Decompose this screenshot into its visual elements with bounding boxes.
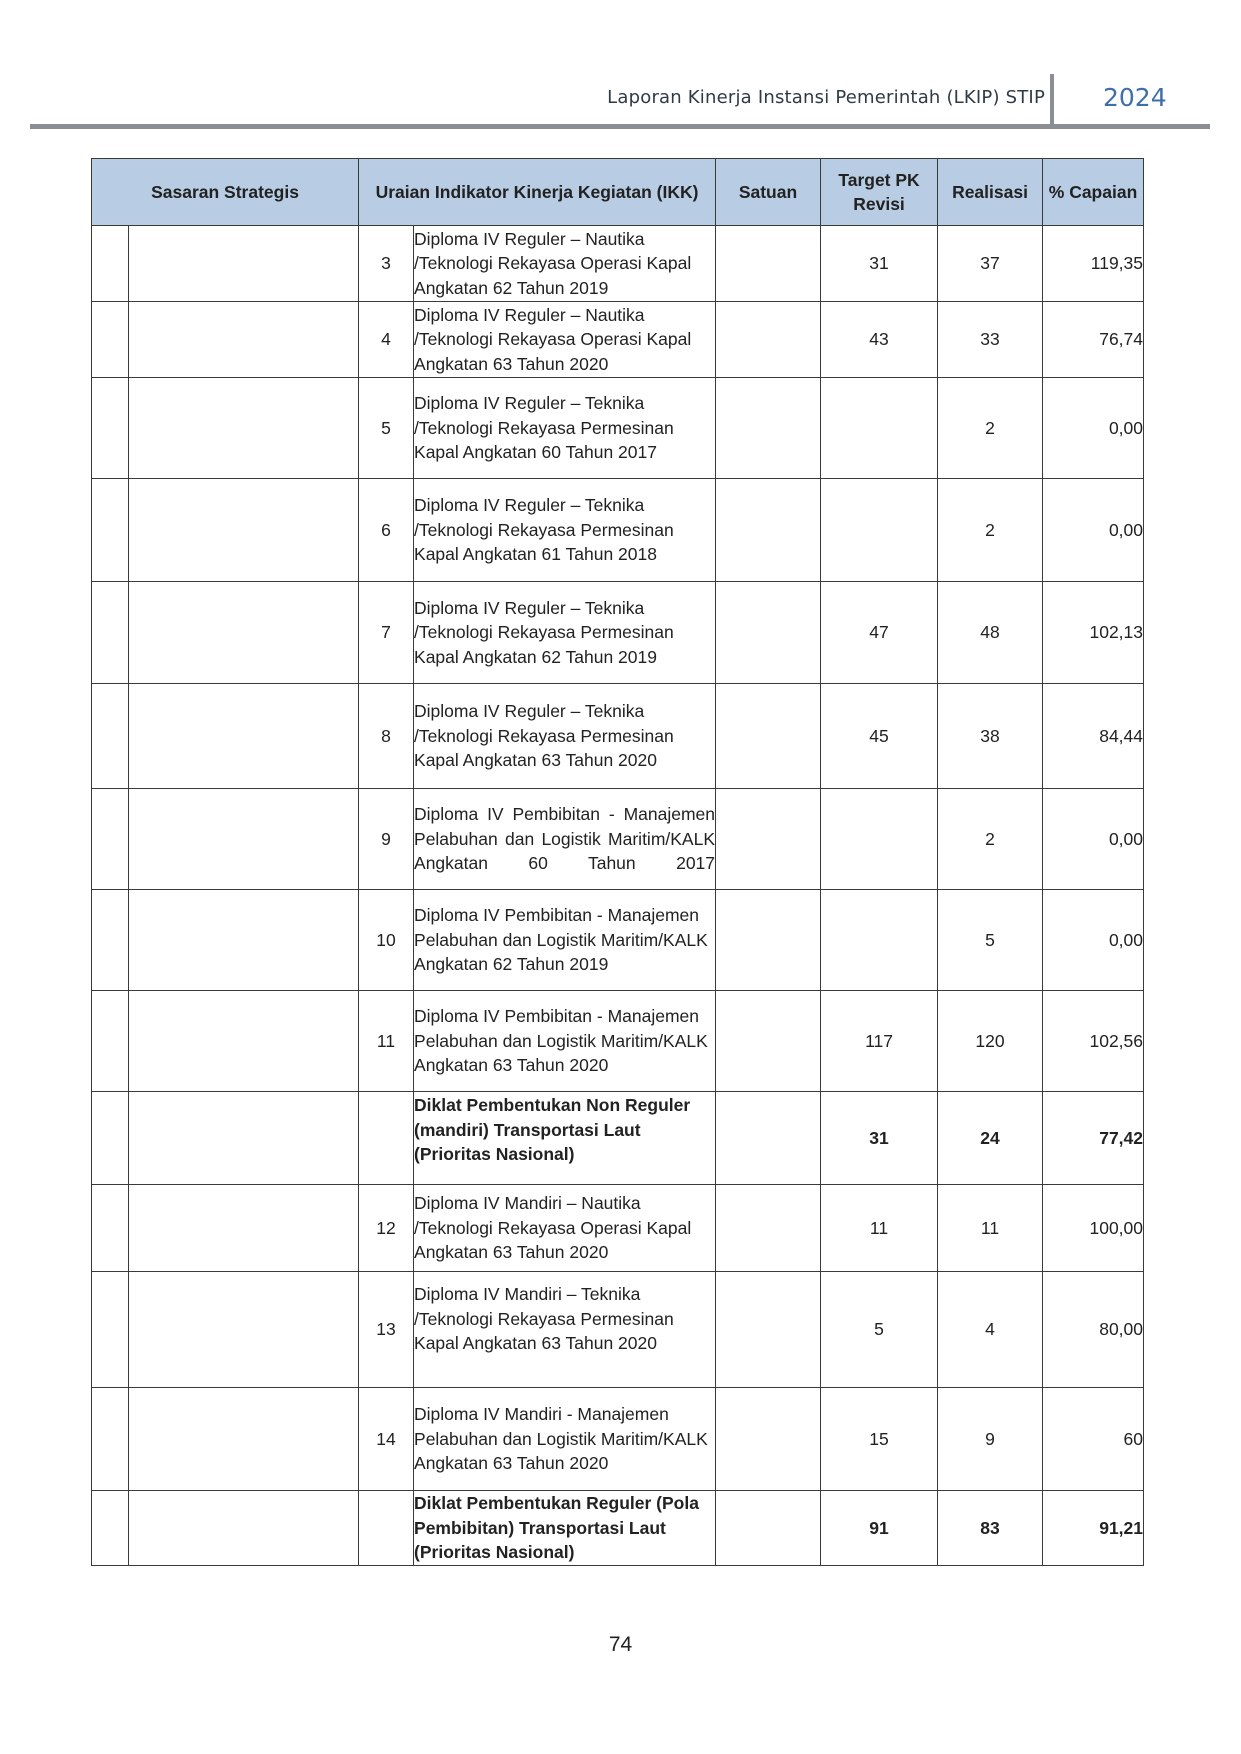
cell-satuan xyxy=(716,1092,821,1185)
cell-satuan xyxy=(716,1491,821,1566)
cell-no: 5 xyxy=(359,378,414,479)
cell-uraian: Diploma IV Pembibitan - Manajemen Pelabuhan dan Logistik Maritim/KALK Angkatan 63 Tahun 2020 xyxy=(414,991,716,1092)
cell-uraian: Diklat Pembentukan Non Reguler (mandiri) Transportasi Laut (Prioritas Nasional) xyxy=(414,1092,716,1185)
cell-target xyxy=(821,890,938,991)
cell-realisasi: 5 xyxy=(938,890,1043,991)
cell-sasaran xyxy=(129,1185,359,1272)
cell-sasaran xyxy=(129,378,359,479)
cell-uraian: Diploma IV Reguler – Teknika /Teknologi Rekayasa Permesinan Kapal Angkatan 62 Tahun 2019 xyxy=(414,582,716,684)
cell-satuan xyxy=(716,378,821,479)
cell-target: 47 xyxy=(821,582,938,684)
cell-capaian: 100,00 xyxy=(1043,1185,1144,1272)
cell-uraian: Diklat Pembentukan Reguler (Pola Pembibitan) Transportasi Laut (Prioritas Nasional) xyxy=(414,1491,716,1566)
cell-target: 117 xyxy=(821,991,938,1092)
cell-blank xyxy=(92,479,129,582)
cell-blank xyxy=(92,684,129,789)
cell-realisasi: 2 xyxy=(938,378,1043,479)
col-uraian-ikk: Uraian Indikator Kinerja Kegiatan (IKK) xyxy=(359,159,716,226)
cell-no: 14 xyxy=(359,1388,414,1491)
subtotal-row xyxy=(92,1491,1144,1566)
cell-blank xyxy=(92,1272,129,1388)
cell-blank xyxy=(92,890,129,991)
cell-satuan xyxy=(716,1388,821,1491)
col-satuan: Satuan xyxy=(716,159,821,226)
cell-no xyxy=(359,1092,414,1185)
cell-satuan xyxy=(716,991,821,1092)
cell-blank xyxy=(92,1092,129,1185)
cell-uraian: Diploma IV Reguler – Nautika /Teknologi Rekayasa Operasi Kapal Angkatan 62 Tahun 2019 xyxy=(414,226,716,302)
cell-realisasi: 9 xyxy=(938,1388,1043,1491)
cell-realisasi: 37 xyxy=(938,226,1043,302)
cell-realisasi: 4 xyxy=(938,1272,1043,1388)
cell-no: 12 xyxy=(359,1185,414,1272)
cell-satuan xyxy=(716,226,821,302)
cell-realisasi: 2 xyxy=(938,479,1043,582)
col-target-pk-revisi: Target PK Revisi xyxy=(821,159,938,226)
table-row xyxy=(92,378,1144,479)
cell-capaian: 0,00 xyxy=(1043,789,1144,890)
cell-no xyxy=(359,1491,414,1566)
subtotal-row xyxy=(92,1092,1144,1185)
cell-realisasi: 2 xyxy=(938,789,1043,890)
cell-realisasi: 24 xyxy=(938,1092,1043,1185)
table-row xyxy=(92,1272,1144,1388)
cell-satuan xyxy=(716,1185,821,1272)
cell-capaian: 102,13 xyxy=(1043,582,1144,684)
cell-realisasi: 83 xyxy=(938,1491,1043,1566)
table-row xyxy=(92,302,1144,378)
table-row xyxy=(92,479,1144,582)
cell-target: 15 xyxy=(821,1388,938,1491)
table-row xyxy=(92,991,1144,1092)
cell-satuan xyxy=(716,479,821,582)
cell-blank xyxy=(92,1388,129,1491)
cell-realisasi: 11 xyxy=(938,1185,1043,1272)
cell-sasaran xyxy=(129,684,359,789)
cell-no: 11 xyxy=(359,991,414,1092)
cell-uraian: Diploma IV Mandiri – Teknika /Teknologi Rekayasa Permesinan Kapal Angkatan 63 Tahun 2020 xyxy=(414,1272,716,1388)
cell-blank xyxy=(92,991,129,1092)
cell-no: 13 xyxy=(359,1272,414,1388)
page-number: 74 xyxy=(608,1633,633,1656)
header-divider xyxy=(1050,74,1054,126)
table-row xyxy=(92,789,1144,890)
cell-sasaran xyxy=(129,789,359,890)
cell-uraian: Diploma IV Reguler – Nautika /Teknologi Rekayasa Operasi Kapal Angkatan 63 Tahun 2020 xyxy=(414,302,716,378)
cell-target: 31 xyxy=(821,226,938,302)
cell-capaian: 76,74 xyxy=(1043,302,1144,378)
cell-target xyxy=(821,479,938,582)
cell-sasaran xyxy=(129,302,359,378)
cell-realisasi: 48 xyxy=(938,582,1043,684)
cell-target xyxy=(821,789,938,890)
table-row xyxy=(92,684,1144,789)
cell-sasaran xyxy=(129,582,359,684)
cell-realisasi: 33 xyxy=(938,302,1043,378)
cell-satuan xyxy=(716,302,821,378)
cell-target: 43 xyxy=(821,302,938,378)
cell-uraian: Diploma IV Reguler – Teknika /Teknologi Rekayasa Permesinan Kapal Angkatan 60 Tahun 2017 xyxy=(414,378,716,479)
page-header xyxy=(30,70,1210,130)
cell-target: 45 xyxy=(821,684,938,789)
cell-capaian: 0,00 xyxy=(1043,479,1144,582)
cell-satuan xyxy=(716,684,821,789)
table-row xyxy=(92,1388,1144,1491)
cell-capaian: 91,21 xyxy=(1043,1491,1144,1566)
cell-blank xyxy=(92,226,129,302)
cell-target xyxy=(821,378,938,479)
cell-no: 7 xyxy=(359,582,414,684)
cell-blank xyxy=(92,789,129,890)
cell-sasaran xyxy=(129,479,359,582)
cell-sasaran xyxy=(129,226,359,302)
cell-capaian: 80,00 xyxy=(1043,1272,1144,1388)
cell-target: 11 xyxy=(821,1185,938,1272)
cell-realisasi: 120 xyxy=(938,991,1043,1092)
table-header-row xyxy=(92,159,1144,226)
header-rule xyxy=(30,124,1210,129)
cell-no: 4 xyxy=(359,302,414,378)
cell-blank xyxy=(92,1185,129,1272)
cell-uraian: Diploma IV Pembibitan - Manajemen Pelabuhan dan Logistik Maritim/KALK Angkatan 60 Tahun 2017 xyxy=(414,789,716,890)
cell-capaian: 0,00 xyxy=(1043,378,1144,479)
cell-satuan xyxy=(716,789,821,890)
cell-satuan xyxy=(716,582,821,684)
cell-uraian: Diploma IV Pembibitan - Manajemen Pelabuhan dan Logistik Maritim/KALK Angkatan 62 Tahun 2019 xyxy=(414,890,716,991)
cell-uraian: Diploma IV Mandiri – Nautika /Teknologi Rekayasa Operasi Kapal Angkatan 63 Tahun 2020 xyxy=(414,1185,716,1272)
table-row xyxy=(92,582,1144,684)
cell-sasaran xyxy=(129,1272,359,1388)
cell-capaian: 102,56 xyxy=(1043,991,1144,1092)
report-year: 2024 xyxy=(1103,83,1167,112)
cell-no: 10 xyxy=(359,890,414,991)
cell-sasaran xyxy=(129,1092,359,1185)
col-sasaran-strategis: Sasaran Strategis xyxy=(92,159,359,226)
cell-uraian: Diploma IV Mandiri - Manajemen Pelabuhan dan Logistik Maritim/KALK Angkatan 63 Tahun 2020 xyxy=(414,1388,716,1491)
cell-sasaran xyxy=(129,991,359,1092)
cell-satuan xyxy=(716,1272,821,1388)
cell-realisasi: 38 xyxy=(938,684,1043,789)
cell-no: 9 xyxy=(359,789,414,890)
cell-target: 31 xyxy=(821,1092,938,1185)
table-row xyxy=(92,226,1144,302)
cell-no: 8 xyxy=(359,684,414,789)
cell-capaian: 0,00 xyxy=(1043,890,1144,991)
cell-capaian: 77,42 xyxy=(1043,1092,1144,1185)
cell-sasaran xyxy=(129,1491,359,1566)
cell-no: 6 xyxy=(359,479,414,582)
table-row xyxy=(92,890,1144,991)
report-title: Laporan Kinerja Instansi Pemerintah (LKIP) STIP xyxy=(607,87,1045,108)
table-row xyxy=(92,1185,1144,1272)
col-capaian: % Capaian xyxy=(1043,159,1144,226)
cell-target: 5 xyxy=(821,1272,938,1388)
cell-blank xyxy=(92,302,129,378)
cell-blank xyxy=(92,582,129,684)
cell-uraian: Diploma IV Reguler – Teknika /Teknologi Rekayasa Permesinan Kapal Angkatan 61 Tahun 2018 xyxy=(414,479,716,582)
cell-satuan xyxy=(716,890,821,991)
cell-no: 3 xyxy=(359,226,414,302)
cell-capaian: 84,44 xyxy=(1043,684,1144,789)
cell-uraian: Diploma IV Reguler – Teknika /Teknologi Rekayasa Permesinan Kapal Angkatan 63 Tahun 2020 xyxy=(414,684,716,789)
cell-sasaran xyxy=(129,1388,359,1491)
ikk-table xyxy=(91,158,1144,1566)
cell-sasaran xyxy=(129,890,359,991)
cell-target: 91 xyxy=(821,1491,938,1566)
col-realisasi: Realisasi xyxy=(938,159,1043,226)
cell-blank xyxy=(92,1491,129,1566)
cell-blank xyxy=(92,378,129,479)
cell-capaian: 119,35 xyxy=(1043,226,1144,302)
cell-capaian: 60 xyxy=(1043,1388,1144,1491)
